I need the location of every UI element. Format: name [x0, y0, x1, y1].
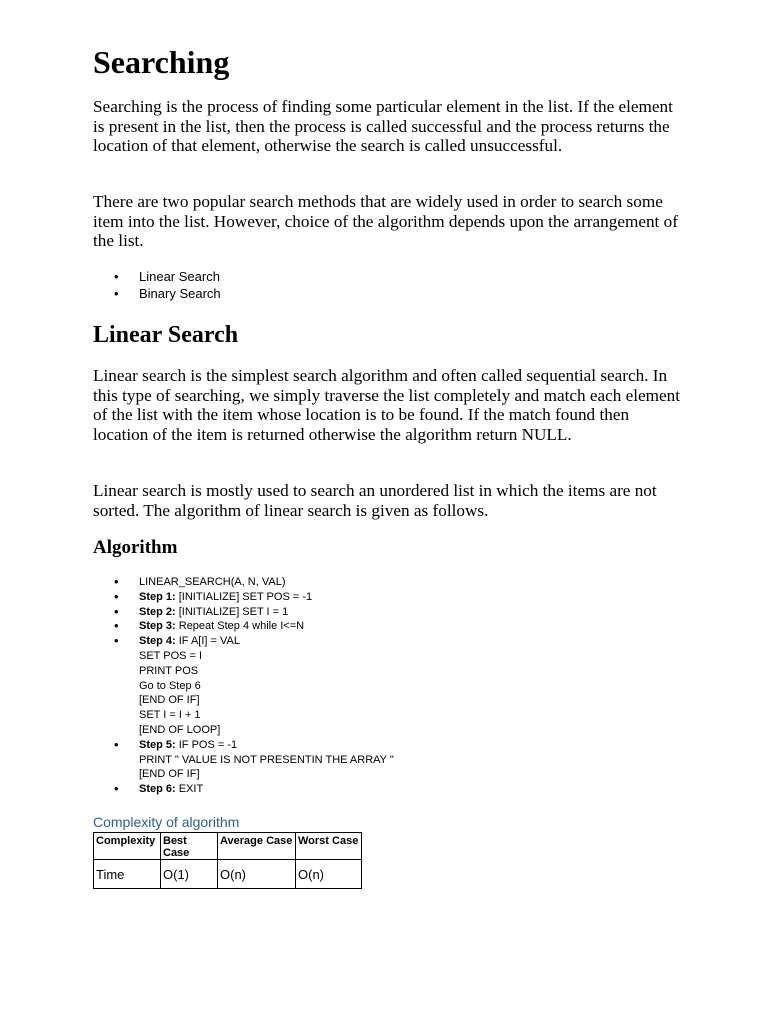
step-label: Step 2:: [139, 605, 176, 618]
list-item: • Linear Search: [93, 268, 221, 285]
algorithm-step: [93, 634, 394, 738]
step-label: Step 1:: [139, 590, 176, 603]
algorithm-signature: • LINEAR_SEARCH(A, N, VAL): [93, 575, 394, 590]
step-text: IF POS = -1: [175, 738, 238, 751]
intro-paragraph-1: Searching is the process of finding some particular element in the list. If the element is present in the list, then the process is called successful and the process returns the location of that element, otherwise the search is called unsuccessful.: [93, 97, 673, 155]
linear-search-heading: Linear Search: [93, 322, 239, 348]
complexity-table: [93, 832, 362, 889]
step-text: EXIT: [175, 783, 204, 796]
algorithm-steps-list: [93, 575, 394, 797]
table-row: [94, 860, 362, 889]
step-text: [INITIALIZE] SET POS = -1: [175, 590, 313, 603]
table-header-row: [94, 833, 362, 860]
linear-paragraph-1: Linear search is the simplest search algorithm and often called sequential search. In this type of searching, we simply traverse the list completely and match each element of the list with the item whose location is to be found. If the match found then location of the item is returned otherwise the algorithm return NULL.: [93, 366, 681, 444]
algorithm-step: [93, 782, 394, 797]
step-line: SET I = I + 1: [139, 709, 201, 722]
step-line: PRINT POS: [139, 664, 199, 677]
table-header-cell: Best Case: [161, 833, 218, 860]
complexity-title: Complexity of algorithm: [93, 814, 240, 830]
step-label: Step 6:: [139, 783, 176, 796]
intro-paragraph-2: There are two popular search methods that are widely used in order to search some item into the list. However, choice of the algorithm depends upon the arrangement of the list.: [93, 192, 678, 250]
step-line: Go to Step 6: [139, 679, 201, 692]
step-text: Repeat Step 4 while I<=N: [175, 620, 305, 633]
algorithm-heading: Algorithm: [93, 537, 178, 558]
table-cell: O(n): [218, 860, 296, 889]
step-line: PRINT " VALUE IS NOT PRESENTIN THE ARRAY ": [139, 753, 394, 766]
table-cell: O(1): [161, 860, 218, 889]
algorithm-step: [93, 590, 394, 605]
page-title: Searching: [93, 44, 230, 80]
list-item: • Binary Search: [93, 285, 221, 302]
algorithm-step: [93, 738, 394, 782]
step-line: [END OF IF]: [139, 768, 200, 781]
table-cell: O(n): [296, 860, 362, 889]
step-line: [END OF IF]: [139, 694, 200, 707]
step-text: [INITIALIZE] SET I = 1: [175, 605, 289, 618]
step-text: IF A[I] = VAL: [175, 635, 240, 648]
step-line: SET POS = I: [139, 649, 203, 662]
table-header-cell: Average Case: [218, 833, 296, 860]
step-line: [END OF LOOP]: [139, 723, 221, 736]
table-header-cell: Complexity: [94, 833, 161, 860]
step-label: Step 3:: [139, 620, 176, 633]
table-header-cell: Worst Case: [296, 833, 362, 860]
table-cell: Time: [94, 860, 161, 889]
algorithm-step: [93, 619, 394, 634]
algorithm-step: [93, 605, 394, 620]
search-methods-list: [93, 268, 221, 302]
linear-paragraph-2: Linear search is mostly used to search an unordered list in which the items are not sorted. The algorithm of linear search is given as follows.: [93, 481, 657, 520]
step-label: Step 4:: [139, 635, 176, 648]
step-label: Step 5:: [139, 738, 176, 751]
